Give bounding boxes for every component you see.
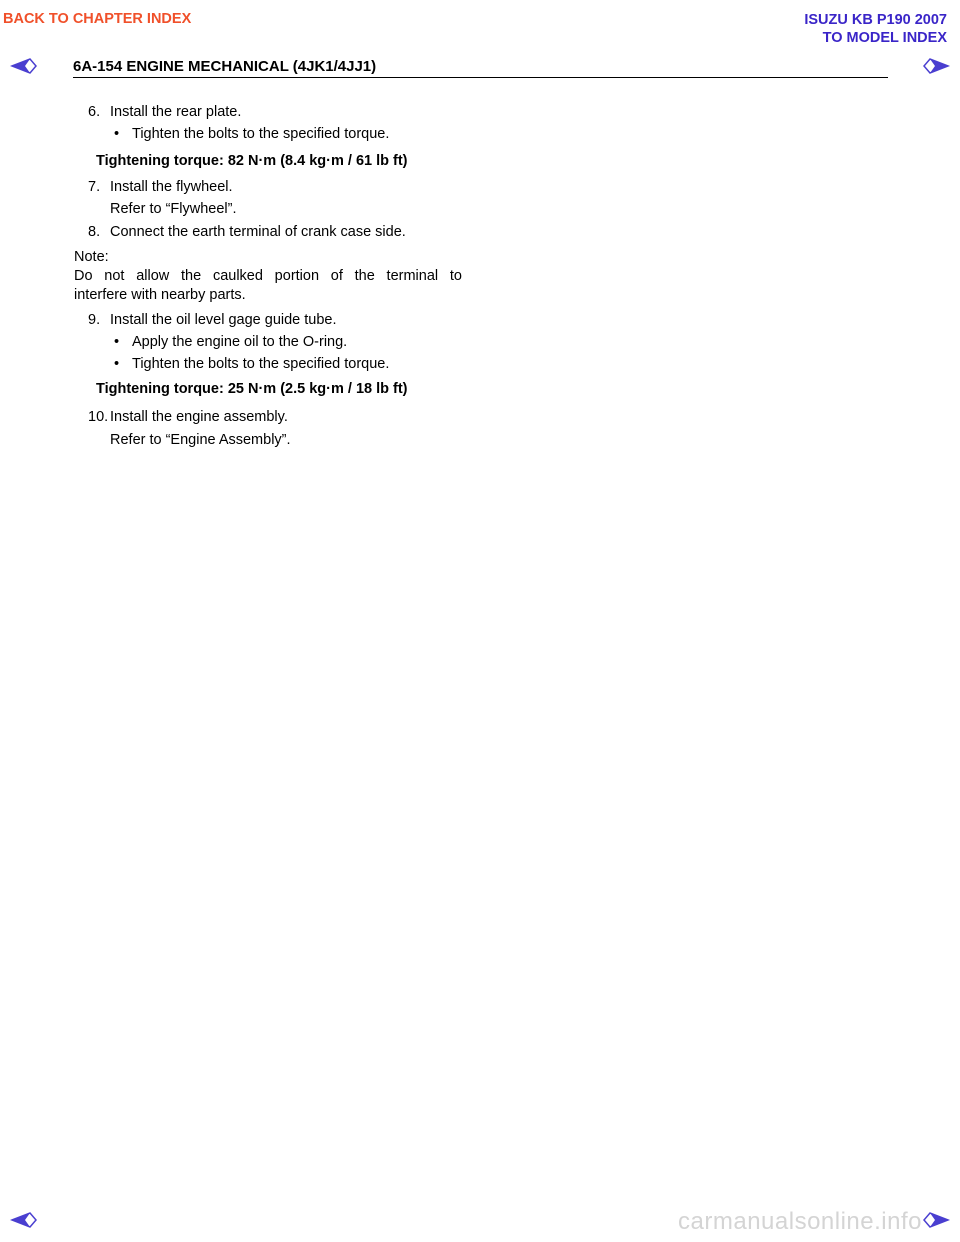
next-page-arrow-icon[interactable] <box>922 58 950 74</box>
step-text: Install the rear plate. <box>110 104 242 120</box>
reference-text: Refer to “Engine Assembly”. <box>110 432 291 448</box>
prev-page-arrow-icon[interactable] <box>10 58 38 74</box>
step-number: 8. <box>88 224 101 240</box>
to-model-index-line[interactable]: TO MODEL INDEX <box>822 30 947 46</box>
note-text-line: Do not allow the caulked portion of the terminal to <box>74 268 462 284</box>
step-text: Install the oil level gage guide tube. <box>110 312 337 328</box>
step-text: Install the engine assembly. <box>110 409 288 425</box>
step-text: Install the flywheel. <box>110 179 233 195</box>
bullet-dot: • <box>114 356 120 372</box>
step-number: 9. <box>88 312 101 328</box>
step-number: 6. <box>88 104 101 120</box>
reference-text: Refer to “Flywheel”. <box>110 201 237 217</box>
bullet-text: Tighten the bolts to the specified torque. <box>132 356 390 372</box>
note-text-line: interfere with nearby parts. <box>74 287 246 303</box>
watermark-text: carmanualsonline.info <box>678 1208 922 1235</box>
bullet-dot: • <box>114 126 120 142</box>
bullet-dot: • <box>114 334 120 350</box>
back-to-chapter-index-link[interactable]: BACK TO CHAPTER INDEX <box>3 11 192 27</box>
model-index-link[interactable] <box>804 11 947 47</box>
prev-page-bottom-arrow-icon[interactable] <box>10 1212 38 1228</box>
bullet-text: Apply the engine oil to the O-ring. <box>132 334 348 350</box>
tightening-torque: Tightening torque: 82 N·m (8.4 kg·m / 61 lb ft) <box>96 153 408 169</box>
page-header-title: 6A-154 ENGINE MECHANICAL (4JK1/4JJ1) <box>73 58 888 78</box>
tightening-torque: Tightening torque: 25 N·m (2.5 kg·m / 18 lb ft) <box>96 381 408 397</box>
note-label: Note: <box>74 249 109 265</box>
bullet-text: Tighten the bolts to the specified torque. <box>132 126 390 142</box>
next-page-bottom-arrow-icon[interactable] <box>922 1212 950 1228</box>
model-title-line: ISUZU KB P190 2007 <box>804 12 947 28</box>
step-number: 7. <box>88 179 101 195</box>
step-text: Connect the earth terminal of crank case side. <box>110 224 406 240</box>
step-number: 10. <box>88 409 109 425</box>
